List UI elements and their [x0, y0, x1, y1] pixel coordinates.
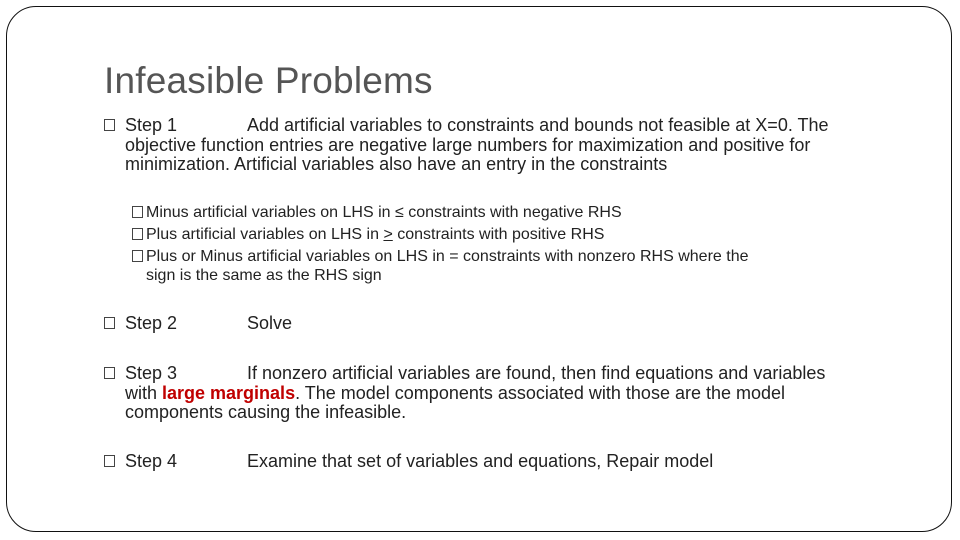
bullet-box-icon — [104, 119, 115, 131]
slide-title: Infeasible Problems — [104, 60, 433, 101]
highlight-text: large marginals — [162, 382, 296, 403]
bullet-step-1 — [125, 116, 915, 175]
sub-bullet-text: constraints with positive RHS — [392, 226, 605, 243]
bullet-box-icon — [104, 455, 115, 467]
bullet-step-4 — [125, 452, 713, 472]
bullet-box-icon — [132, 206, 143, 218]
step-text-line: Add artificial variables to constraints and bounds not feasible at X=0. The — [247, 115, 829, 135]
bullet-step-3 — [125, 364, 915, 423]
sub-bullet-text: sign is the same as the RHS sign — [146, 267, 382, 284]
greater-equal-symbol: > — [383, 226, 393, 243]
step-text-line: objective function entries are negative large numbers for maximization and positive for — [125, 134, 811, 155]
sub-bullet — [146, 247, 749, 285]
bullet-box-icon — [132, 250, 143, 262]
bullet-step-2 — [125, 314, 292, 334]
step-text-line: components causing the infeasible. — [125, 402, 407, 422]
step-label: Step 1 — [125, 115, 178, 135]
sub-bullet — [146, 203, 622, 222]
step-text-line: with — [125, 382, 163, 403]
step-label: Step 2 — [125, 313, 178, 333]
sub-bullet-text: Minus artificial variables on LHS in ≤ constraints with negative RHS — [146, 204, 622, 221]
step-text-line: . The model components associated with those are the model — [295, 382, 786, 403]
step-text-line: If nonzero artificial variables are found, then find equations and variables — [247, 363, 826, 383]
sub-bullet-text: Plus or Minus artificial variables on LHS in = constraints with nonzero RHS where the — [146, 248, 749, 265]
step-text: Solve — [247, 313, 293, 333]
sub-bullet — [146, 225, 604, 244]
sub-bullet-text: Plus artificial variables on LHS in — [146, 226, 384, 243]
bullet-box-icon — [132, 228, 143, 240]
step-text: Examine that set of variables and equations, Repair model — [247, 451, 714, 471]
step-text-line: minimization. Artificial variables also have an entry in the constraints — [125, 154, 668, 174]
bullet-box-icon — [104, 367, 115, 379]
step-label: Step 3 — [125, 363, 178, 383]
bullet-box-icon — [104, 317, 115, 329]
step-label: Step 4 — [125, 451, 178, 471]
